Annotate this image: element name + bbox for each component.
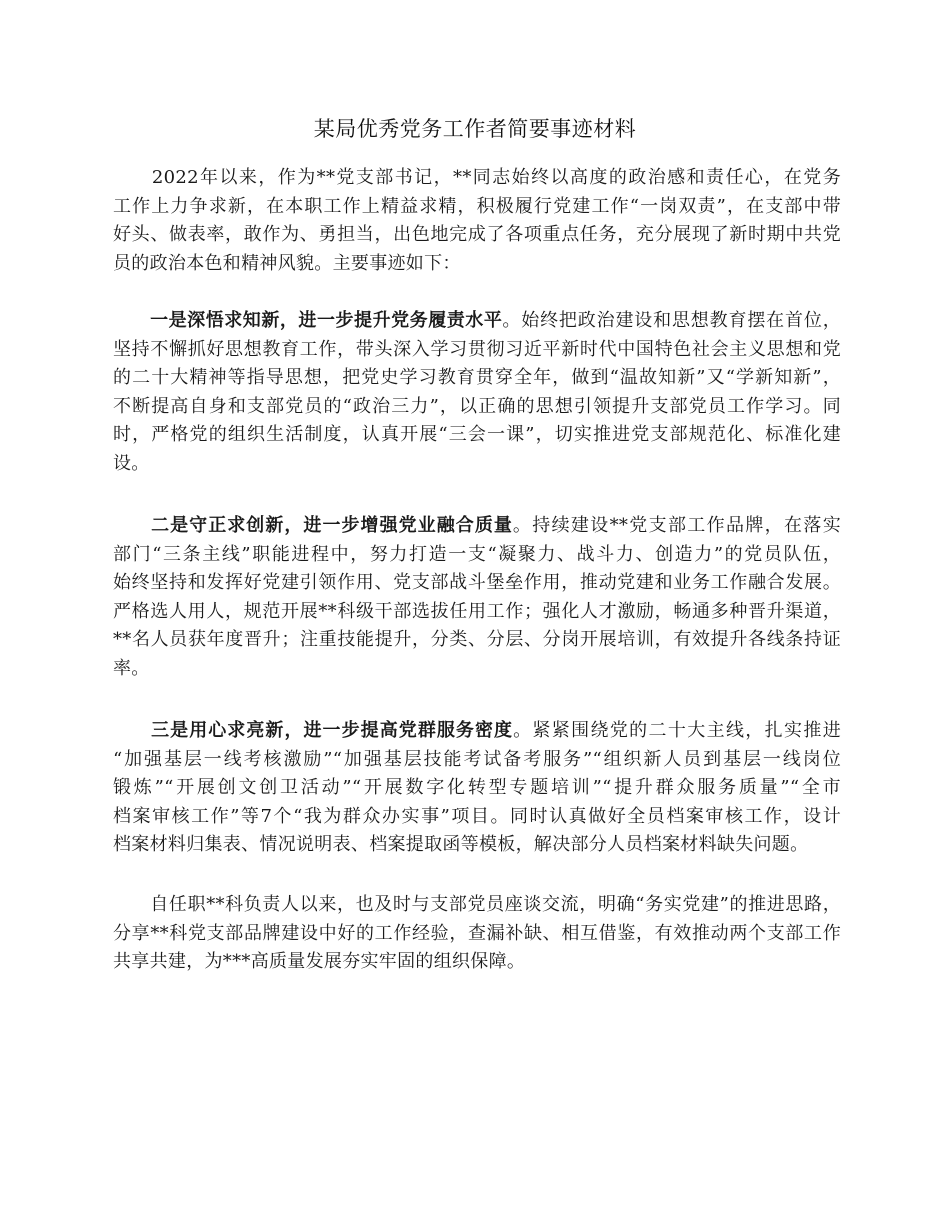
intro-paragraph — [113, 164, 841, 278]
section-heading: 三是用心求亮新，进一步提高党群服务密度 — [113, 720, 514, 741]
text-line: 员的政治本色和精神风貌。主要事迹如下： — [113, 252, 461, 274]
text-line: 不断提高自身和支部党员的“政治三力”，以正确的思想引领提升支部党员工作学习。同 — [113, 395, 841, 417]
text-line: 共享共建，为***高质量发展夯实牢固的组织保障。 — [113, 951, 526, 972]
text-line: **名人员获年度晋升；注重技能提升，分类、分层、分岗开展培训，有效提升各线条持证 — [113, 629, 841, 650]
section-one-paragraph — [113, 307, 841, 478]
text-line: 工作上力争求新，在本职工作上精益求精，积极履行党建工作“一岗双责”，在支部中带 — [113, 195, 841, 217]
text-line: 率。 — [113, 657, 150, 679]
text-line: 档案材料归集表、情况说明表、档案提取函等模板，解决部分人员档案材料缺失问题。 — [113, 834, 809, 855]
text-line: 档案审核工作”等7个“我为群众办实事”项目。同时认真做好全员档案审核工作，设计 — [113, 805, 841, 827]
text-line: 部门“三条主线”职能进程中，努力打造一支“凝聚力、战斗力、创造力”的党员队伍， — [113, 543, 841, 565]
text-line: 始终坚持和发挥好党建引领作用、党支部战斗堡垒作用，推动党建和业务工作融合发展。 — [113, 572, 841, 593]
text-line: 分享**科党支部品牌建设中好的工作经验，查漏补缺、相互借鉴，有效推动两个支部工作 — [113, 922, 841, 944]
text-line — [113, 717, 841, 746]
text-line — [113, 512, 841, 541]
section-two-paragraph — [113, 512, 841, 683]
text-span: 。始终把政治建设和思想教育摆在首位， — [502, 310, 842, 331]
text-span: 。持续建设**党支部工作品牌，在落实 — [512, 515, 841, 536]
section-heading: 二是守正求创新，进一步增强党业融合质量 — [113, 515, 513, 536]
text-line: 时，严格党的组织生活制度，认真开展“三会一课”，切实推进党支部规范化、标准化建 — [113, 424, 841, 445]
page-title: 某局优秀党务工作者简要事迹材料 — [313, 117, 637, 141]
text-line: 锻炼”“开展创文创卫活动”“开展数字化转型专题培训”“提升群众服务质量”“全市 — [113, 777, 841, 798]
text-line: 设。 — [113, 452, 150, 474]
text-line: 好头、做表率，敢作为、勇担当，出色地完成了各项重点任务，充分展现了新时期中共党 — [113, 224, 841, 245]
text-span: 。紧紧围绕党的二十大主线，扎实推进 — [513, 720, 841, 741]
text-line: 自任职**科负责人以来，也及时与支部党员座谈交流，明确“务实党建”的推进思路， — [113, 894, 841, 915]
text-line: 严格选人用人，规范开展**科级干部选拔任用工作；强化人才激励，畅通多种晋升渠道， — [113, 600, 841, 622]
text-line — [113, 307, 841, 336]
text-line: 2022年以来，作为**党支部书记，**同志始终以高度的政治感和责任心，在党务 — [113, 167, 841, 188]
section-heading: 一是深悟求知新，进一步提升党务履责水平 — [113, 310, 503, 331]
section-three-paragraph — [113, 717, 841, 860]
text-line: 坚持不懈抓好思想教育工作，带头深入学习贯彻习近平新时代中国特色社会主义思想和党 — [113, 338, 841, 360]
text-line: “加强基层一线考核激励”“加强基层技能考试备考服务”“组织新人员到基层一线岗位 — [113, 748, 841, 770]
closing-paragraph — [113, 891, 841, 977]
text-line: 的二十大精神等指导思想，把党史学习教育贯穿全年，做到“温故知新”又“学新知新”， — [113, 367, 841, 388]
